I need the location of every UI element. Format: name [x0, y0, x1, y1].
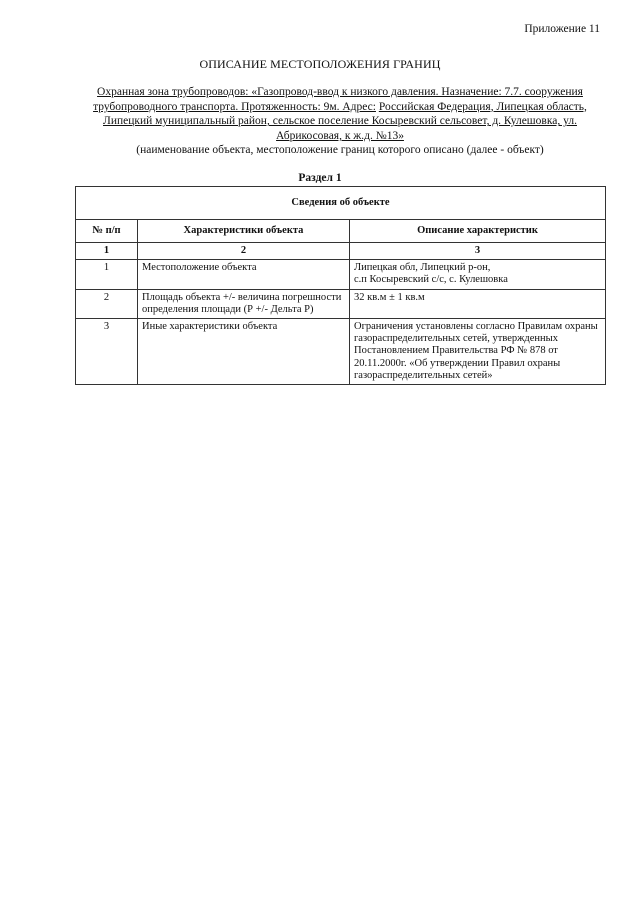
table-row: [76, 319, 606, 385]
row-characteristic: Местоположение объекта: [138, 260, 350, 289]
section-title: Раздел 1: [298, 172, 342, 184]
column-header-characteristic: Характеристики объекта: [138, 220, 350, 243]
column-number-1: 1: [76, 243, 138, 260]
row-number: 2: [76, 289, 138, 318]
table-row: [76, 260, 606, 289]
row-description: Ограничения установлены согласно Правилам охраны газораспределительных сетей, утвержденных Постановлением Правительства РФ № 878 от 20.11.2000г. «Об утверждении Правил охраны газораспределительных сетей»: [350, 319, 606, 385]
object-info-table: [75, 186, 606, 385]
row-description: 32 кв.м ± 1 кв.м: [350, 289, 606, 318]
table-header: Сведения об объекте: [76, 187, 606, 220]
appendix-label: Приложение 11: [524, 23, 600, 35]
document-title: ОПИСАНИЕ МЕСТОПОЛОЖЕНИЯ ГРАНИЦ: [199, 57, 441, 71]
object-description-part2: Российская Федерация, Липецкая область, Липецкий муниципальный район, сельское поселение Косыревский сельсовет, д. Кулешовка, ул. Абрикосовая, к ж.д. №13»: [103, 100, 587, 142]
row-number: 1: [76, 260, 138, 289]
object-description: [92, 85, 588, 158]
object-description-part1: Охранная зона трубопроводов: «Газопровод-ввод к низкого давления. Назначение: 7.7. сооружения трубопроводного транспорта. Протяженность: 9м. Адрес:: [93, 86, 583, 113]
object-description-note: (наименование объекта, местоположение границ которого описано (далее - объект): [136, 144, 544, 157]
row-description: Липецкая обл, Липецкий р-он, с.п Косыревский с/с, с. Кулешовка: [350, 260, 606, 289]
table-row: [76, 289, 606, 318]
column-header-number: № п/п: [76, 220, 138, 243]
column-header-description: Описание характеристик: [350, 220, 606, 243]
column-number-3: 3: [350, 243, 606, 260]
column-number-2: 2: [138, 243, 350, 260]
row-characteristic: Иные характеристики объекта: [138, 319, 350, 385]
row-characteristic: Площадь объекта +/- величина погрешности определения площади (Р +/- Дельта Р): [138, 289, 350, 318]
row-number: 3: [76, 319, 138, 385]
